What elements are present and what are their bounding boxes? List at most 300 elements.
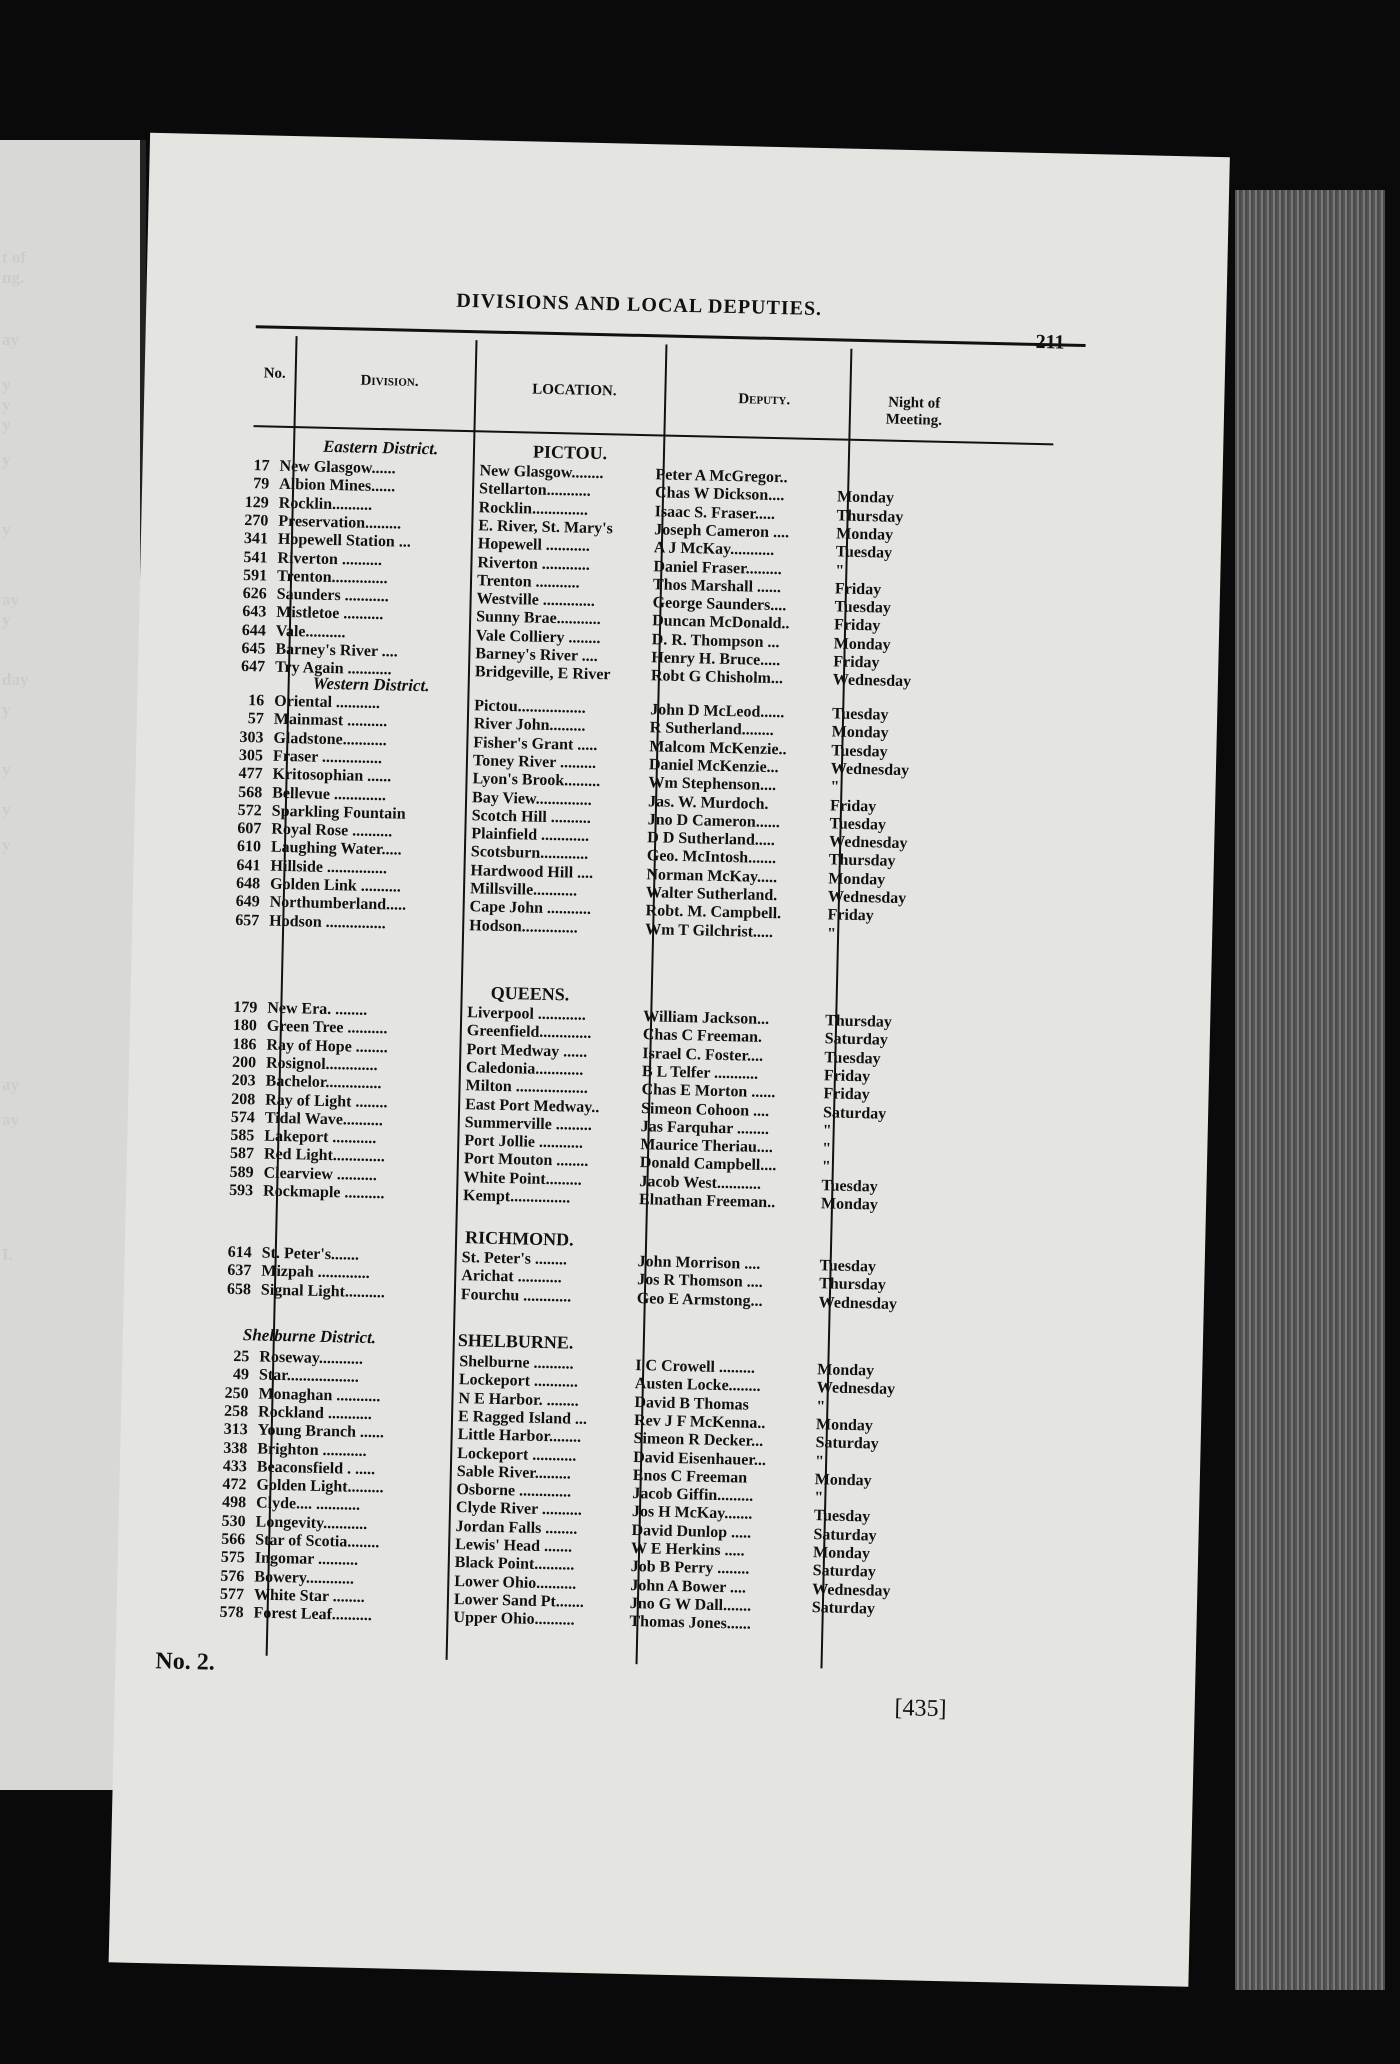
row-division: Rosignol............. [265,1054,378,1075]
row-location: Millsville........... [469,880,578,900]
page-number: 211 [1035,330,1065,354]
row-number: 186 [232,1035,257,1053]
row-deputy: Jas. W. Murdoch. [647,792,769,813]
row-number: 258 [223,1402,249,1421]
row-deputy: Chas W Dickson.... [654,484,785,505]
row-division: Laughing Water..... [270,839,402,860]
row-division: Rockland ........... [257,1403,373,1423]
signature-mark: No. 2. [155,1648,216,1676]
row-division: Tidal Wave.......... [264,1109,384,1130]
row-location: New Glasgow........ [479,462,604,483]
row-number: 585 [230,1126,255,1145]
row-deputy: John A Bower .... [630,1576,747,1597]
row-number: 649 [235,893,260,911]
row-night: Thursday [828,851,896,871]
row-location: Hopewell ........... [477,535,591,556]
row-night: Friday [834,580,882,599]
row-location: E Ragged Island ... [457,1407,588,1428]
eastern-district-heading: Eastern District. [322,436,439,459]
row-location: Toney River ......... [472,752,597,772]
shelburne-heading: SHELBURNE. [457,1330,574,1353]
row-division: St. Peter's....... [261,1244,360,1264]
row-division: Trenton.............. [276,567,388,588]
row-night: Wednesday [829,833,908,853]
row-location: White Point......... [463,1168,582,1189]
row-night: " [816,1397,826,1415]
row-deputy: R Sutherland........ [649,719,774,740]
left-page-fragment: day [2,670,29,689]
row-division: Kritosophian ...... [272,765,392,786]
row-number: 530 [221,1512,246,1530]
row-night: Friday [829,796,877,815]
row-number: 575 [220,1549,246,1567]
row-deputy: Chas C Freeman. [642,1026,763,1047]
row-location: Black Point.......... [454,1554,575,1575]
row-deputy: David B Thomas [634,1393,750,1414]
left-page-fragment: ay [2,1110,19,1129]
row-division: Bowery............ [254,1568,355,1588]
row-location: Jordan Falls ........ [455,1517,578,1538]
row-night: Wednesday [818,1293,898,1313]
row-location: Lewis' Head ....... [454,1536,573,1556]
row-location: Osborne ............. [456,1481,572,1501]
row-number: 607 [237,820,262,838]
row-night: Tuesday [819,1257,877,1276]
row-night: Tuesday [835,543,893,562]
row-location: E. River, St. Mary's [478,517,613,538]
row-deputy: David Eisenhauer... [633,1448,767,1469]
left-page-fragment: y [2,835,11,854]
row-division: Oriental ........... [274,692,381,713]
row-division: New Glasgow...... [279,457,396,478]
row-location: Lockeport ........... [457,1444,577,1465]
row-division: Fraser ............... [272,747,383,768]
left-page-fragment: ay [2,330,19,349]
left-page-fragment: y [2,375,11,394]
row-night: Friday [823,1067,871,1086]
row-night: Friday [823,1085,870,1104]
row-night: Wednesday [830,760,910,780]
row-location: Westville ............. [476,590,596,611]
row-night: Wednesday [832,671,912,691]
row-division: Hillside ............... [270,857,388,877]
row-number: 648 [235,874,261,893]
row-night: Wednesday [812,1580,891,1600]
row-location: Arichat ........... [461,1267,562,1287]
row-number: 16 [248,692,265,710]
row-number: 577 [219,1585,245,1604]
col-night-header: Night of Meeting. [885,394,943,429]
row-deputy: W E Herkins ..... [630,1540,745,1560]
row-division: Northumberland..... [269,893,407,915]
row-deputy: Thomas Jones...... [629,1613,752,1633]
row-night: " [835,561,845,580]
row-number: 57 [247,710,265,728]
row-night: Monday [817,1361,875,1380]
row-deputy: Peter A McGregor.. [655,466,788,487]
row-division: Star.................. [258,1366,360,1387]
row-deputy: David Dunlop ..... [631,1521,752,1542]
row-number: 270 [244,511,269,530]
row-division: Red Light............. [263,1145,386,1166]
row-number: 568 [238,783,263,801]
row-number: 305 [238,746,264,765]
row-deputy: Robt. M. Campbell. [645,902,782,923]
row-division: Preservation......... [278,512,402,533]
row-night: Saturday [822,1103,887,1123]
row-location: Cape John ........... [469,898,592,919]
row-night: Monday [820,1195,879,1214]
row-location: Port Jollie ........... [464,1132,584,1152]
row-division: Ray of Hope ........ [266,1036,388,1056]
row-number: 614 [227,1243,252,1262]
row-location: Bay View.............. [471,788,592,809]
row-deputy: George Saunders.... [652,594,787,615]
row-number: 433 [222,1457,248,1476]
row-division: New Era. ........ [267,999,368,1019]
book-page [109,133,1230,1987]
row-deputy: Isaac S. Fraser..... [654,502,776,523]
row-deputy: Jos R Thomson .... [637,1271,763,1292]
row-location: Barney's River .... [475,645,598,666]
row-deputy: Norman McKay..... [646,865,778,886]
row-location: Rocklin.............. [478,498,589,519]
row-location: Lower Ohio.......... [454,1572,577,1593]
row-deputy: Israel C. Foster.... [642,1044,764,1065]
col-deputy-header: Deputy. [738,391,791,409]
row-division: White Star ........ [253,1586,365,1606]
row-number: 338 [223,1439,248,1457]
row-location: Pictou................. [474,697,586,717]
row-division: Vale.......... [275,622,346,641]
row-night: Friday [833,653,880,672]
row-location: N E Harbor. ........ [458,1389,579,1410]
col-division-header: Division. [360,372,419,390]
row-deputy: Maurice Theriau.... [640,1136,774,1157]
row-night: " [822,1122,832,1140]
row-division: Monaghan ........... [258,1385,381,1405]
row-location: Hodson.............. [469,916,578,937]
row-number: 591 [242,566,268,585]
row-location: Scotch Hill .......... [471,807,592,827]
col-location-header: LOCATION. [532,381,617,400]
row-number: 637 [227,1262,252,1280]
row-division: Mizpah ............. [261,1262,370,1283]
row-location: Kempt............... [462,1187,571,1207]
row-location: Sunny Brae........... [476,608,601,629]
row-location: Trenton ........... [476,572,580,592]
left-page-fragment: y [2,395,11,414]
row-deputy: Jas Farquhar ........ [640,1117,770,1138]
left-page-fragment: I. [2,1245,13,1264]
row-division: Albion Mines...... [278,476,396,496]
row-division: Golden Link .......... [269,875,401,896]
row-deputy: I C Crowell ......... [635,1357,756,1377]
row-number: 472 [222,1475,247,1494]
western-district-heading: Western District. [312,673,430,696]
row-deputy: Duncan McDonald.. [651,612,790,633]
row-number: 313 [223,1420,248,1439]
row-division: Hodson ............... [269,912,386,932]
row-division: Rockmaple .......... [262,1182,385,1203]
row-location: Stellarton........... [478,480,591,501]
row-division: Longevity........... [255,1513,368,1533]
reference-number: [435] [894,1695,947,1723]
row-number: 587 [229,1145,255,1163]
row-night: Friday [833,616,881,635]
row-location: Sable River......... [456,1462,572,1483]
row-deputy: D. R. Thompson ... [651,630,780,651]
row-division: Clyde.... ........... [255,1494,361,1515]
row-location: Milton .................. [465,1077,588,1098]
row-division: Mainmast .......... [273,711,388,731]
row-night: " [814,1489,824,1507]
left-page-fragment: y [2,610,11,629]
row-deputy: Simeon R Decker... [633,1430,764,1451]
row-number: 180 [232,1017,258,1035]
row-division: Barney's River .... [275,640,398,661]
row-number: 208 [231,1090,256,1108]
row-night: " [814,1452,825,1470]
row-night: Monday [828,870,886,889]
row-night: Monday [814,1470,872,1490]
row-number: 578 [219,1603,244,1622]
pictou-heading: PICTOU. [532,441,608,464]
row-number: 644 [241,621,267,640]
row-deputy: A J McKay........... [653,539,775,560]
row-division: Green Tree .......... [266,1017,388,1038]
row-division: Royal Rose .......... [271,820,393,841]
row-deputy: Donald Campbell.... [639,1154,777,1175]
row-location: Liverpool ............ [467,1004,587,1024]
row-number: 645 [241,639,266,658]
row-night: Monday [815,1416,874,1435]
left-page-fragment: y [2,520,11,539]
row-number: 610 [236,838,262,856]
row-deputy: John D McLeod...... [649,701,785,722]
row-division: Gladstone........... [273,729,387,749]
row-deputy: Malcom McKenzie.. [649,737,787,758]
row-division: Saunders ........... [276,585,389,606]
row-number: 498 [221,1494,247,1512]
row-number: 129 [244,493,269,512]
row-night: Saturday [811,1599,876,1618]
row-location: Summerville ......... [464,1113,593,1134]
row-night: Tuesday [821,1176,878,1196]
row-division: Bachelor.............. [265,1072,382,1093]
row-location: River John......... [473,715,586,736]
row-night: Monday [836,525,894,544]
row-division: Riverton .......... [277,549,383,569]
row-deputy: Jacob West........... [639,1172,762,1193]
row-location: Fisher's Grant ..... [473,733,598,754]
row-location: Port Mouton ........ [463,1150,589,1171]
row-night: Tuesday [831,705,889,724]
row-night: Monday [836,488,895,508]
row-number: 593 [228,1181,254,1200]
left-page-fragment: y [2,800,11,819]
row-location: Clyde River .......... [455,1499,583,1520]
col-no-header: No. [263,365,286,382]
book-page-edges [1235,190,1385,1990]
row-night: Thursday [818,1275,887,1295]
row-division: Roseway........... [259,1348,364,1368]
row-location: Vale Colliery ........ [475,626,601,647]
row-night: Thursday [824,1012,893,1031]
row-location: Lower Sand Pt....... [453,1590,585,1611]
row-night: Monday [812,1544,871,1563]
row-deputy: Jos H McKay....... [631,1503,753,1524]
row-night: Tuesday [834,598,892,617]
row-deputy: Jacob Giffin......... [632,1485,754,1505]
row-deputy: Enos C Freeman [632,1466,748,1487]
row-deputy: D D Sutherland..... [647,829,776,850]
row-location: Lockeport ........... [458,1371,579,1392]
row-location: Shelburne .......... [459,1353,574,1373]
row-division: Golden Light......... [256,1476,384,1497]
row-division: Bellevue ............. [272,784,387,804]
row-location: Plainfield ............ [471,825,590,845]
row-night: Tuesday [813,1507,871,1526]
row-night: " [821,1158,831,1176]
row-number: 303 [239,728,264,747]
row-location: Upper Ohio.......... [453,1609,575,1629]
header-rule [256,325,1086,347]
row-night: Saturday [815,1434,879,1453]
row-night: " [830,778,840,796]
row-division: Clearview .......... [263,1164,378,1184]
row-location: Greenfield............. [466,1022,592,1043]
row-division: Ingomar .......... [254,1549,359,1570]
row-night: " [822,1140,832,1158]
row-number: 626 [242,585,267,603]
row-deputy: B L Telfer ........... [641,1063,759,1083]
row-deputy: Jno G W Dall....... [629,1594,752,1615]
richmond-heading: RICHMOND. [464,1227,574,1250]
row-deputy: Jno D Cameron...... [647,811,781,832]
row-night: Tuesday [824,1048,881,1068]
row-division: Lakeport ........... [264,1127,377,1148]
row-location: Little Harbor........ [457,1426,582,1447]
row-number: 576 [220,1567,245,1585]
row-deputy: Austen Locke........ [634,1375,761,1396]
row-location: Caledonia............ [465,1059,584,1079]
row-number: 572 [237,801,262,820]
queens-heading: QUEENS. [490,982,570,1005]
row-deputy: William Jackson... [643,1008,770,1029]
row-night: Monday [833,635,891,654]
row-night: Wednesday [816,1379,896,1399]
row-location: Port Medway ...... [466,1040,588,1061]
row-location: St. Peter's ........ [461,1249,568,1269]
row-location: East Port Medway.. [464,1095,600,1116]
row-division: Star of Scotia........ [255,1531,380,1552]
row-number: 49 [232,1366,250,1384]
left-page-fragment: y [2,760,11,779]
row-division: Brighton ........... [257,1440,367,1460]
row-division: Beaconsfield . ..... [256,1458,376,1478]
row-deputy: Wm Stephenson.... [648,774,777,795]
row-division: Mistletoe .......... [276,604,384,624]
row-location: Fourchu ............ [460,1285,572,1306]
row-location: Bridgeville, E River [474,663,611,684]
row-deputy: Rev J F McKenna.. [633,1411,766,1432]
row-night: Friday [827,906,874,925]
page-header-title: DIVISIONS AND LOCAL DEPUTIES. [456,289,823,321]
row-deputy: Walter Sutherland. [645,884,778,905]
row-number: 643 [242,603,267,621]
row-deputy: Job B Perry ........ [630,1558,750,1579]
row-number: 566 [221,1530,246,1549]
row-night: Monday [831,723,889,742]
row-division: Forest Leaf.......... [253,1604,373,1625]
row-division: Signal Light.......... [260,1281,386,1301]
row-deputy: Geo E Armstong... [636,1289,763,1310]
row-location: Riverton ............ [477,553,591,574]
row-number: 203 [231,1072,256,1090]
left-page-fragment: y [2,450,11,469]
shelburne-district-heading: Shelburne District. [242,1325,377,1348]
row-deputy: Robt G Chisholm... [650,667,784,688]
left-page-fragment: ng. [2,268,25,287]
row-number: 341 [243,530,269,548]
row-number: 589 [229,1163,254,1182]
row-number: 541 [243,548,268,567]
row-deputy: Chas E Morton ...... [641,1081,776,1102]
row-number: 477 [238,765,263,783]
row-location: Scotsburn............ [470,843,589,864]
row-deputy: Joseph Cameron .... [654,521,790,542]
row-deputy: Henry H. Bruce..... [651,649,781,670]
row-division: Hopewell Station ... [277,530,411,551]
row-deputy: John Morrison .... [637,1253,761,1273]
row-division: Rocklin.......... [278,494,373,514]
left-page-fragment: ay [2,590,19,609]
row-night: Saturday [824,1030,889,1050]
row-number: 25 [233,1347,250,1366]
row-deputy: Wm T Gilchrist..... [645,920,774,941]
left-page-fragment: ay [2,1075,19,1094]
row-division: Ray of Light ........ [265,1091,388,1111]
row-night: " [826,924,837,943]
row-number: 79 [253,475,270,493]
left-page-fragment: y [2,700,11,719]
row-number: 179 [233,998,258,1017]
row-number: 647 [240,658,266,676]
row-night: Wednesday [827,888,907,908]
row-number: 641 [236,856,261,875]
left-page-fragment: y [2,415,11,434]
row-location: Lyon's Brook......... [472,770,601,791]
row-division: Try Again ........... [274,659,392,679]
row-division: Sparkling Fountain [271,802,406,823]
row-deputy: Geo. McIntosh....... [646,847,777,868]
row-deputy: Simeon Cohoon .... [640,1099,770,1120]
row-location: Hardwood Hill .... [470,861,594,882]
left-page-fragment: t of [2,248,27,267]
row-division: Young Branch ...... [257,1421,385,1442]
row-number: 658 [226,1280,252,1298]
row-night: Tuesday [831,741,888,761]
row-night: Tuesday [829,815,887,834]
row-number: 250 [224,1384,249,1402]
row-number: 17 [253,457,270,475]
row-deputy: Daniel McKenzie... [648,756,779,777]
row-number: 200 [231,1053,257,1072]
row-night: Thursday [836,507,904,526]
row-number: 574 [230,1108,256,1127]
row-deputy: Elnathan Freeman.. [638,1191,776,1212]
